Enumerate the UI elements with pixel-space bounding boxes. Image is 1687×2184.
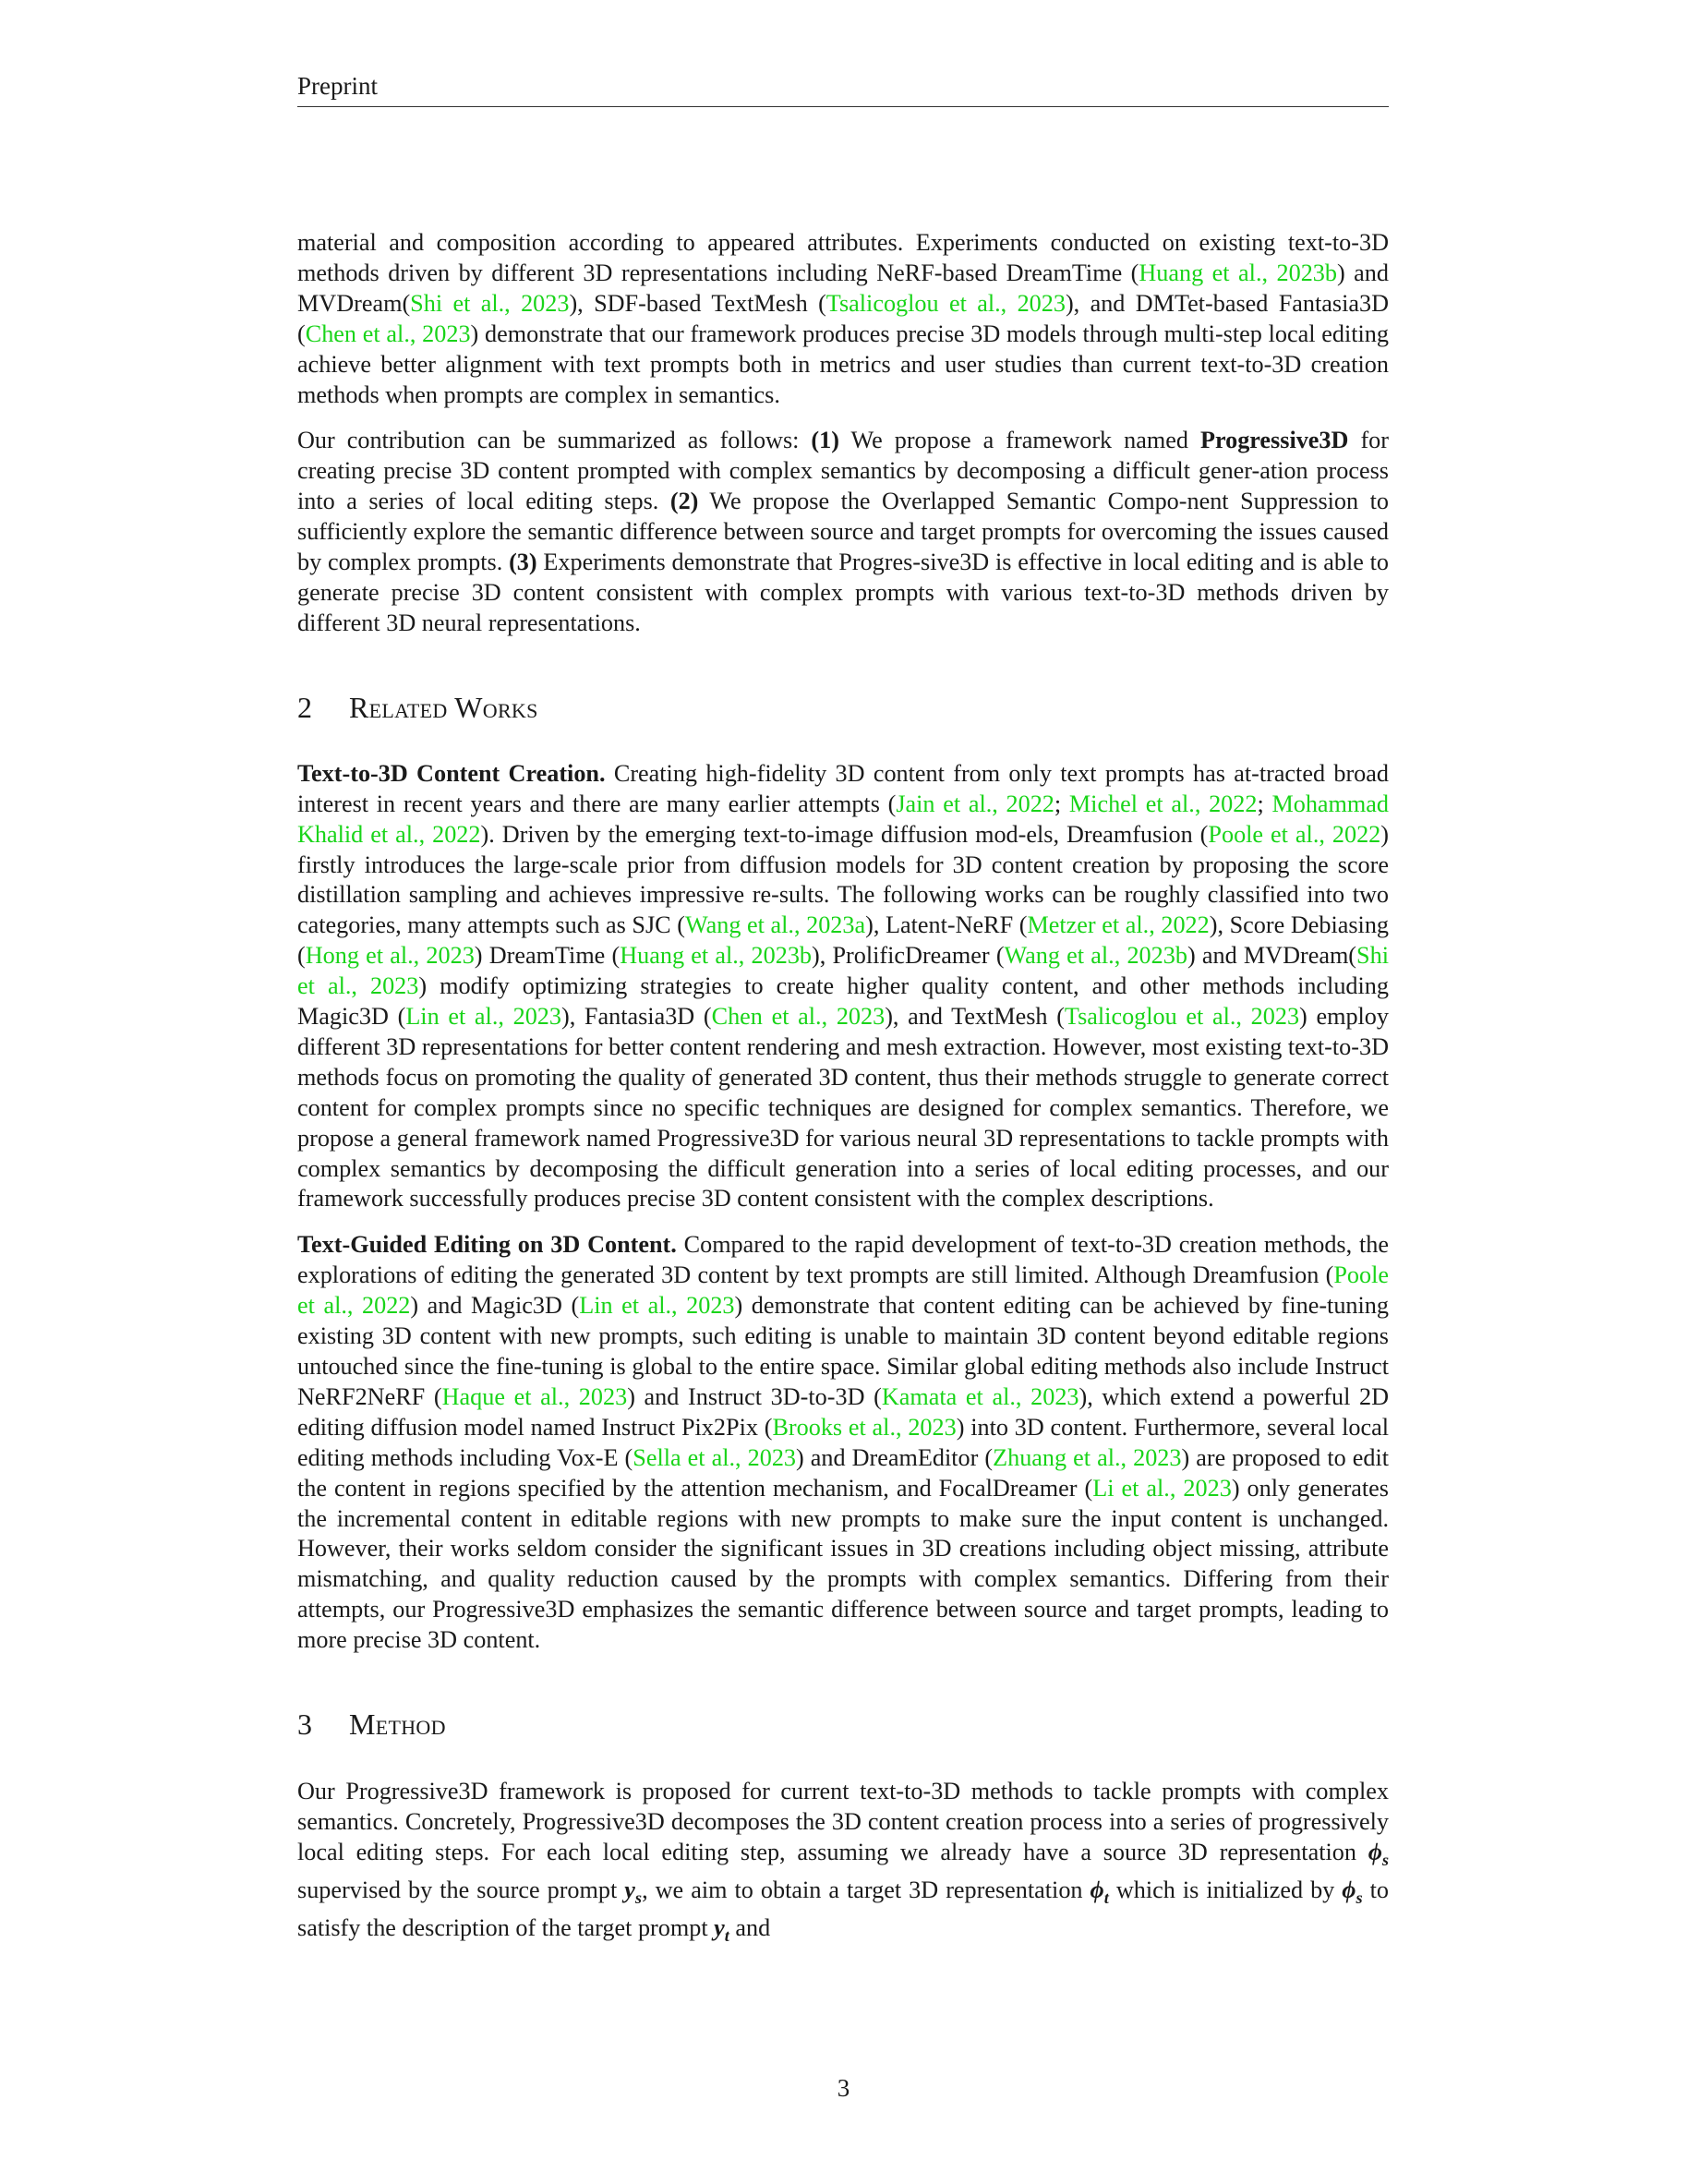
text-run: , we aim to obtain a target 3D representation [642,1876,1091,1904]
citation-link[interactable]: Tsalicoglou et al., 2023 [825,289,1066,317]
math-symbol: ϕ [1342,1876,1356,1904]
text-run: Our contribution can be summarized as follows: [297,427,812,454]
text-run: ), ProlificDreamer ( [812,942,1005,970]
citation-link[interactable]: Tsalicoglou et al., 2023 [1064,1003,1300,1031]
text-run: which is initialized by [1108,1876,1343,1904]
citation-link[interactable]: Poole et al., 2022 [1208,820,1381,848]
section-heading-related-works [297,690,1389,725]
text-run: ; [1257,790,1272,817]
text-run: material and composition according to appeared attributes. Experiments conducted on existing text-to-3D methods driven by different 3D representations including NeRF-based DreamTime ( [297,229,1389,286]
math-subscript: t [1103,1888,1109,1908]
math-phi-s [1368,1838,1389,1870]
citation-link[interactable]: Chen et al., 2023 [305,320,471,347]
citation-link[interactable]: Wang et al., 2023b [1004,942,1187,970]
citation-link[interactable]: Poole et al., 2022 [297,1261,1389,1320]
citation-link[interactable]: Shi et al., 2023 [410,289,570,317]
citation-link[interactable]: Li et al., 2023 [1092,1474,1232,1502]
paragraph-heading: Text-Guided Editing on 3D Content. [297,1231,677,1259]
page-number: 3 [837,2074,850,2102]
math-subscript: s [1381,1851,1389,1870]
text-run: ) and MVDream( [1187,942,1357,970]
text-run: ) and Instruct 3D-to-3D ( [627,1382,882,1410]
math-subscript: s [634,1888,643,1908]
text-run: ) demonstrate that our framework produces precise 3D models through multi-step local editing achieve better alignment with text prompts both in metrics and user studies than current text-to-3D creation methods when prompts are complex in semantics. [297,320,1389,408]
main-column [297,228,1389,1951]
text-run: Creating high-fidelity 3D content from only text prompts has at-tracted broad interest in recent years and there are many earlier attempts ( [297,759,1389,817]
text-run: ), SDF-based TextMesh ( [569,289,826,317]
citation-link[interactable]: Jain et al., 2022 [896,790,1054,817]
text-run: supervised by the source prompt [297,1876,625,1904]
text-run: for creating precise 3D content prompted with complex semantics by decomposing a difficult gener-ation process into a series of local editing steps. [297,427,1389,515]
citation-link[interactable]: Wang et al., 2023a [684,911,866,939]
math-symbol: ϕ [1368,1838,1382,1865]
math-y-s [624,1876,643,1908]
contribution-marker: (2) [669,488,699,515]
text-run: ) into 3D content. Furthermore, several local editing methods including Vox-E ( [297,1413,1389,1471]
section-heading-method [297,1707,1389,1742]
text-run: ) firstly introduces the large-scale prior from diffusion models for 3D content creation by proposing the score distillation sampling and achieves impressive re-sults. The following works can be roughly classified into two categories, many attempts such as SJC ( [297,820,1389,939]
text-run: ), Fantasia3D ( [560,1003,712,1031]
text-run: Experiments demonstrate that Progres-sive3D is effective in local editing and is able to generate precise 3D content consistent with complex prompts with various text-to-3D methods driven by different 3D neural representations. [297,549,1389,636]
section-title: Method [349,1707,446,1742]
math-y-t [714,1914,729,1946]
math-symbol: y [714,1914,725,1942]
text-run: ). Driven by the emerging text-to-image diffusion mod-els, Dreamfusion ( [480,820,1209,848]
math-subscript: t [724,1926,729,1946]
text-run: ) DreamTime ( [474,942,621,970]
citation-link[interactable]: Hong et al., 2023 [305,942,475,970]
math-symbol: ϕ [1090,1876,1104,1904]
citation-link[interactable]: Haque et al., 2023 [441,1382,628,1410]
math-symbol: y [624,1876,635,1904]
header-rule [297,106,1389,107]
related-text-to-3d-paragraph [297,759,1389,1215]
citation-link[interactable]: Lin et al., 2023 [405,1003,561,1031]
text-run: ), Latent-NeRF ( [865,911,1028,939]
method-paragraph [297,1777,1389,1951]
text-run: ) only generates the incremental content in editable regions with new prompts to make sure the input content is unchanged. However, their works seldom consider the significant issues in 3D creations including object missing, attribute mismatching, and quality reduction caused by the prompts with complex semantics. Differing from their attempts, our Progressive3D emphasizes the semantic difference between source and target prompts, leading to more precise 3D content. [297,1474,1389,1654]
section-number: 2 [297,690,313,724]
math-phi-s [1342,1876,1363,1908]
text-run: ), and TextMesh ( [885,1003,1065,1031]
text-run: and [729,1914,771,1942]
citation-link[interactable]: Huang et al., 2023b [620,942,813,970]
intro-paragraph-1 [297,228,1389,410]
paragraph-heading: Text-to-3D Content Creation. [297,759,606,787]
citation-link[interactable]: Michel et al., 2022 [1068,790,1258,817]
section-title: Related Works [349,690,538,724]
related-editing-paragraph [297,1230,1389,1656]
text-run: We propose the Overlapped Semantic Compo-nent Suppression to sufficiently explore the semantic difference between source and target prompts for overcoming the issues caused by complex prompts. [297,488,1389,576]
section-number: 3 [297,1707,313,1742]
running-header: Preprint [297,72,378,100]
contribution-marker: (3) [509,549,537,576]
citation-link[interactable]: Mohammad Khalid et al., 2022 [297,790,1389,848]
text-run: ) and Magic3D ( [410,1292,580,1320]
citation-link[interactable]: Metzer et al., 2022 [1027,911,1210,939]
contribution-marker: (1) [811,427,839,454]
citation-link[interactable]: Chen et al., 2023 [711,1003,886,1031]
text-run: ) employ different 3D representations for better content rendering and mesh extraction. However, most existing text-to-3D methods focus on promoting the quality of generated 3D content, thus their methods struggle to generate correct content for complex prompts since no specific techniques are designed for complex semantics. Therefore, we propose a general framework named Progressive3D for various neural 3D representations to tackle prompts with complex semantics by decomposing the difficult generation into a series of local editing processes, and our framework successfully produces precise 3D content consistent with the complex descriptions. [297,1003,1389,1213]
text-run: ) and DreamEditor ( [796,1443,994,1471]
text-run: We propose a framework named [838,427,1200,454]
math-phi-t [1090,1876,1109,1908]
contributions-paragraph [297,426,1389,638]
text-run: ) modify optimizing strategies to create higher quality content, and other methods including Magic3D ( [297,972,1389,1031]
citation-link[interactable]: Zhuang et al., 2023 [993,1443,1182,1471]
text-run: Compared to the rapid development of text-to-3D creation methods, the explorations of editing the generated 3D content by text prompts are still limited. Although Dreamfusion ( [297,1231,1389,1289]
text-run: to satisfy the description of the target prompt [297,1876,1389,1942]
citation-link[interactable]: Kamata et al., 2023 [881,1382,1079,1410]
framework-name: Progressive3D [1199,427,1349,454]
text-run: ) and MVDream( [297,259,1389,317]
math-subscript: s [1356,1888,1363,1908]
text-run: ), which extend a powerful 2D editing diffusion model named Instruct Pix2Pix ( [297,1382,1389,1441]
text-run: ), and DMTet-based Fantasia3D ( [297,289,1389,347]
text-run: Our Progressive3D framework is proposed for current text-to-3D methods to tackle prompts with complex semantics. Concretely, Progressive3D decomposes the 3D content creation process into a series of progressively local editing steps. For each local editing step, assuming we already have a source 3D representation [297,1778,1389,1865]
text-run: ; [1054,790,1069,817]
citation-link[interactable]: Sella et al., 2023 [633,1443,797,1471]
text-run: ), Score Debiasing ( [297,911,1390,970]
citation-link[interactable]: Brooks et al., 2023 [772,1413,957,1441]
text-run: ) are proposed to edit the content in regions specified by the attention mechanism, and FocalDreamer ( [297,1443,1389,1502]
citation-link[interactable]: Shi et al., 2023 [297,942,1389,1000]
text-run: ) demonstrate that content editing can be achieved by fine-tuning existing 3D content with new prompts, such editing is unable to maintain 3D content beyond editable regions untouched since the fine-tuning is global to the entire space. Similar global editing methods also include Instruct NeRF2NeRF ( [297,1292,1389,1410]
citation-link[interactable]: Lin et al., 2023 [579,1292,735,1320]
citation-link[interactable]: Huang et al., 2023b [1139,259,1337,286]
